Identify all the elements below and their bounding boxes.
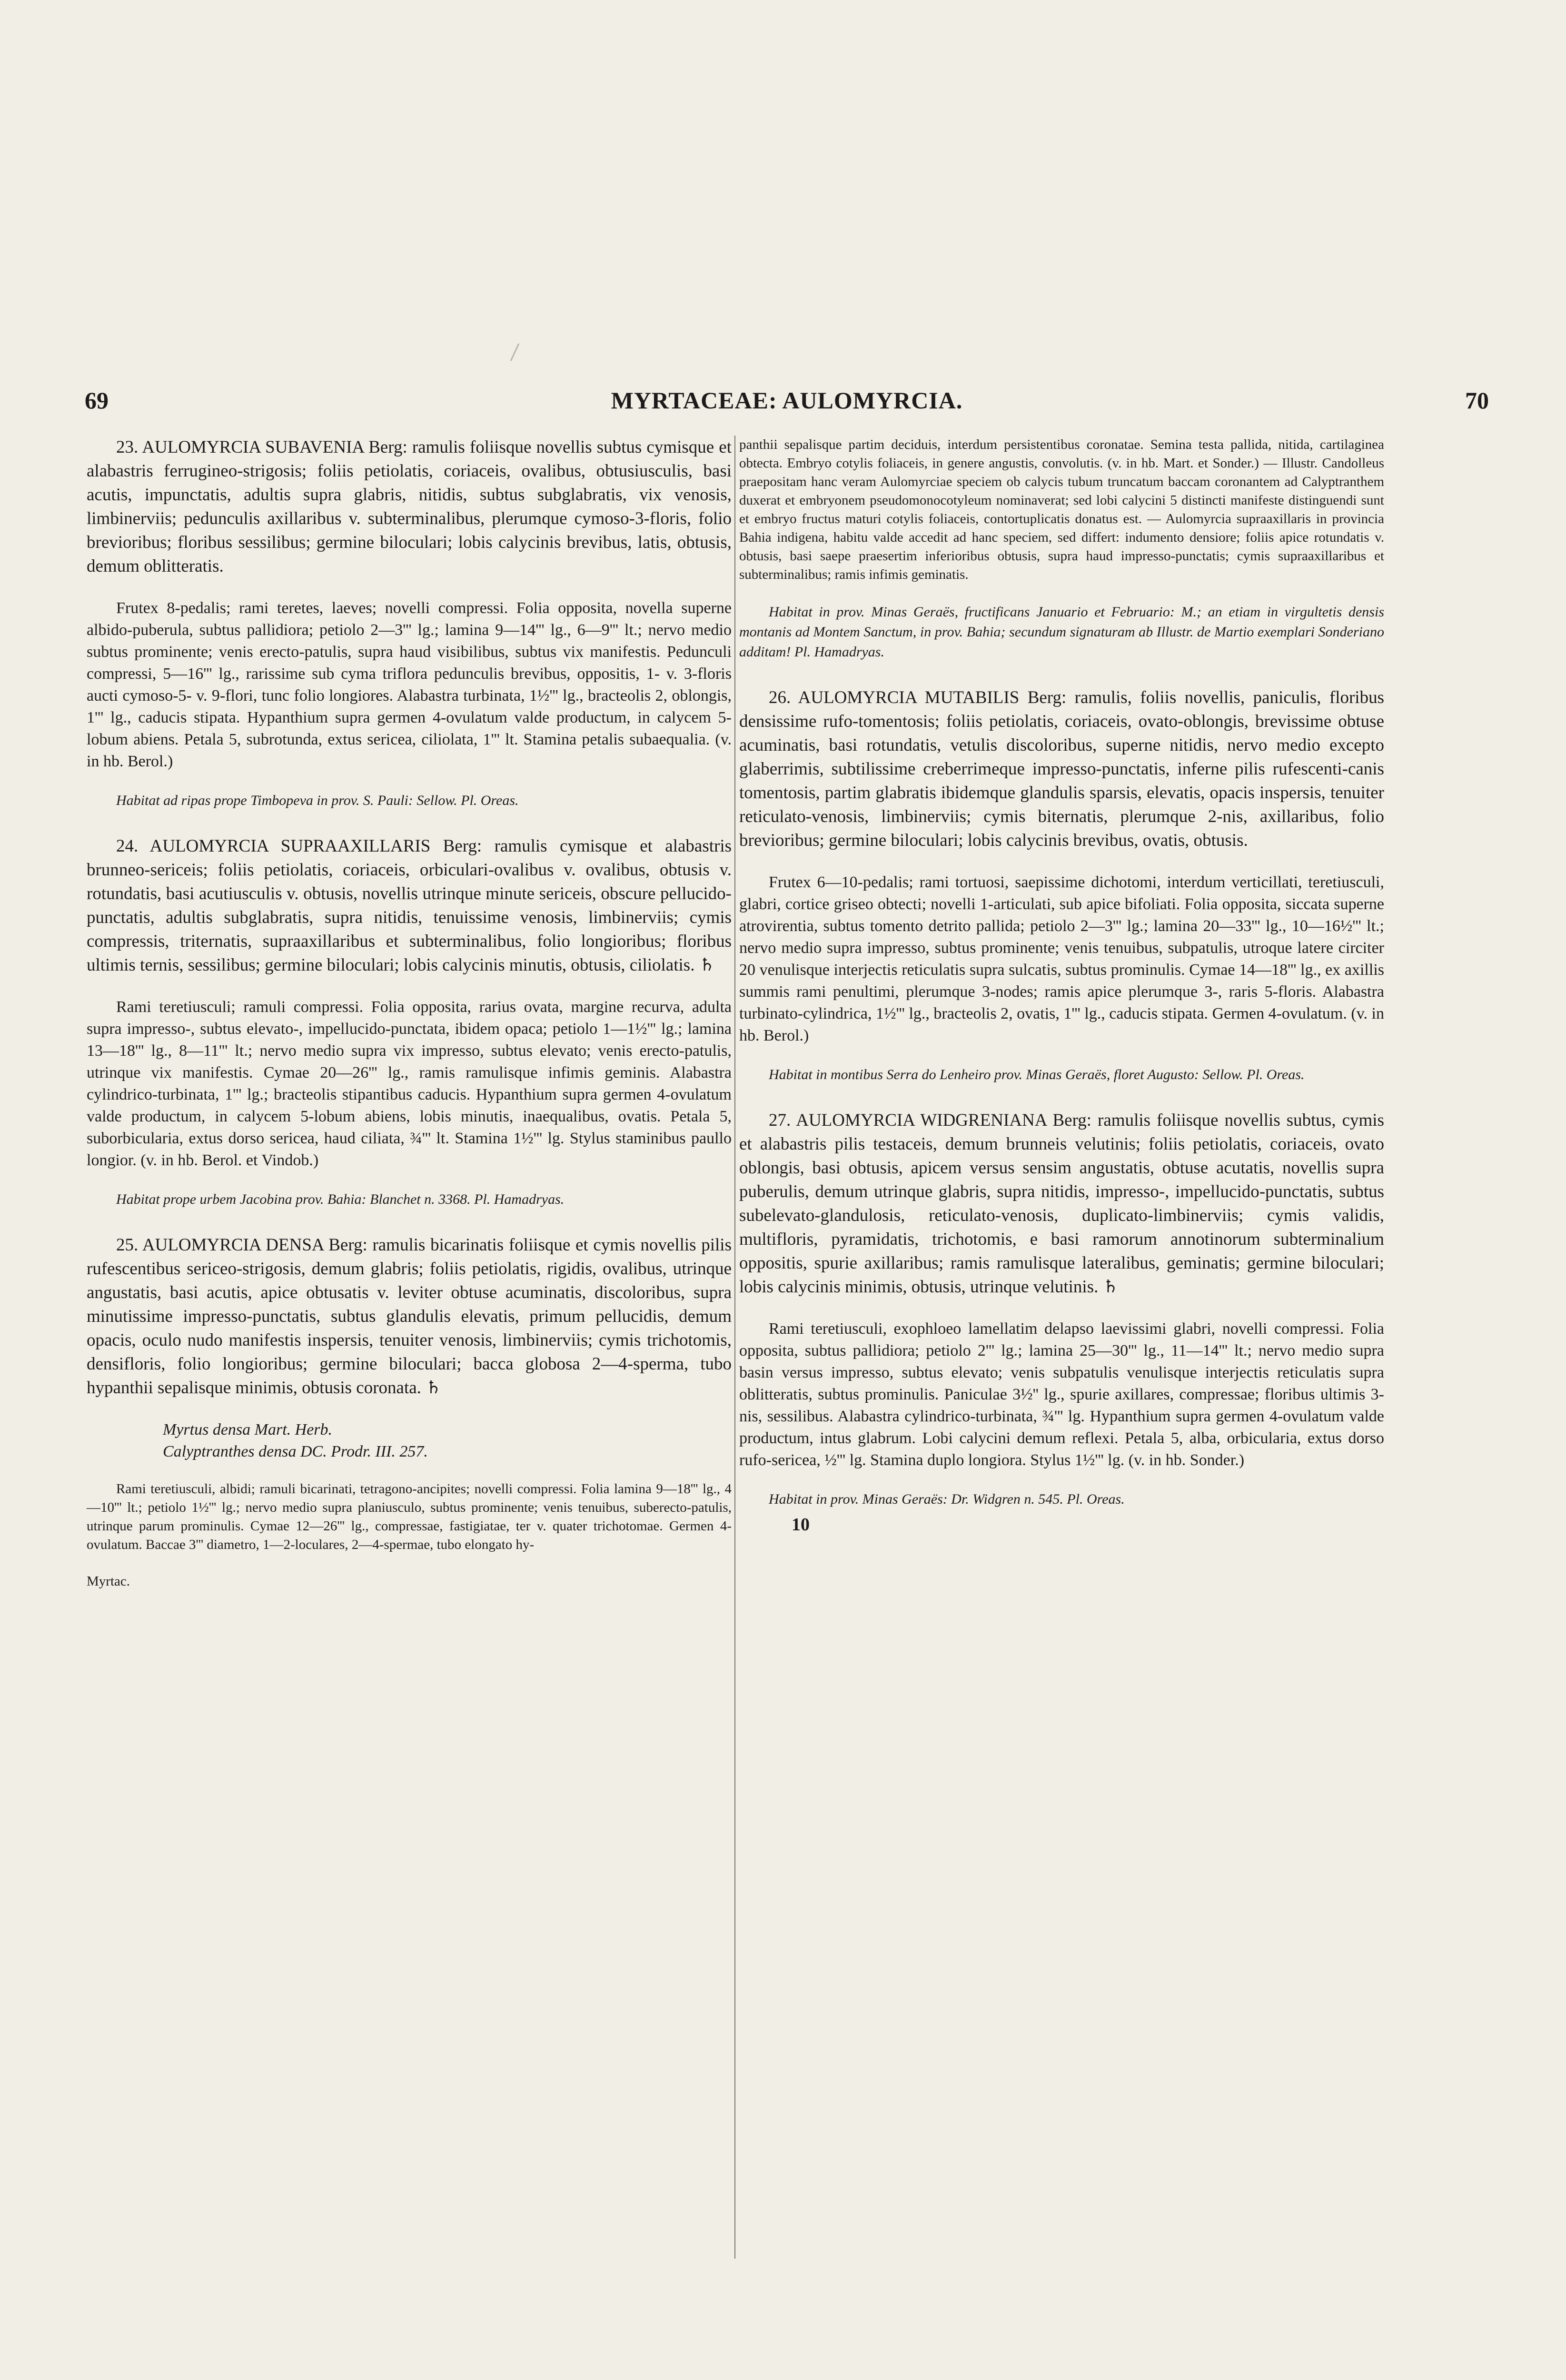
signature-number: 10 [792,1515,810,1535]
species-23-description: Frutex 8-pedalis; rami teretes, laeves; novelli compressi. Folia opposita, novella superne albido-puberula, subtus pallidiora; petiolo 2—3''' lg.; lamina 9—14''' lg., 6—9''' lt.; nervo medio subtus prominente; venis erecto-patulis, supra haud visibilibus, subtus vix manifestis. Pedunculi compressi, 5—16''' lg., rarissime sub cyma triflora pedunculis brevibus, oppositis, 1- v. 3-floris aucti cymoso-5- v. 9-flori, tunc folio longiores. Alabastra turbinata, 1½''' lg., bracteolis 2, oblongis, 1''' lg., caducis stipata. Hypanthium supra germen 4-ovulatum valde productum, in calycem 5-lobum abiens. Petala 5, subrotunda, extus sericea, ciliolata, 1''' lt. Stamina petalis subaequalia. (v. in hb. Berol.) [87,599,732,770]
signature-footer: Myrtac. [87,1574,130,1589]
species-24-description: Rami teretiusculi; ramuli compressi. Folia opposita, rarius ovata, margine recurva, adulta supra impresso-, subtus elevato-, impellucido-punctata, ibidem opaca; petiolo 1—1½''' lg.; lamina 13—18''' lg., 8—11''' lt.; nervo medio supra vix impresso, subtus elevato; venis erecto-patulis, utrinque vix manifestis. Cymae 20—26''' lg., ramis ramulisque infimis geminis. Alabastra cylindrico-turbinata, 1''' lg.; bracteolis stipantibus caducis. Hypanthium supra germen 4-ovulatum valde productum, in calycem 5-lobum abiens, lobis minutis, inaequalibus, ovatis. Petala 5, suborbicularia, extus dorso sericea, haud ciliata, ¾''' lt. Stamina 1½''' lg. Stylus staminibus paullo longior. (v. in hb. Berol. et Vindob.) [87,998,732,1169]
species-25-diagnosis: 25. AULOMYRCIA DENSA Berg: ramulis bicarinatis foliisque et cymis novellis pilis rufescentibus sericeo-strigosis, demum glabris; foliis petiolatis, rigidis, ovalibus, utrinque angustatis, basi acutis, apice obtusatis v. leviter obtuse acuminatis, discoloribus, supra minutissime impresso-punctatis, subtus glandulis elevatis, primum pellucidis, demum opacis, oculo nudo manifestis inspersis, tenuiter venosis, limbinerviis; cymis trichotomis, densifloris, folio longioribus; germine biloculari; bacca globosa 2—4-sperma, tubo hypanthii sepalisque minimis, obtusis coronata. ♄ [87,1235,732,1398]
species-25-synonym-1: Myrtus densa Mart. Herb. [163,1421,333,1438]
stray-mark [510,343,520,361]
species-27-description: Rami teretiusculi, exophloeo lamellatim delapso laevissimi glabri, novelli compressi. Folia opposita, subtus pallidiora; petiolo 2''' lg.; lamina 25—30''' lg., 11—14''' lt.; nervo medio supra basin versus impresso, subtus elevato; venis subpatulis venulisque interjectis reticulatis supra oblitteratis, subtus prominulis. Paniculae 3½'' lg., spurie axillares, compressae; floribus ultimis 3-nis, sessilibus. Alabastra cylindrico-turbinata, ¾''' lg. Hypanthium supra germen 4-ovulatum valde productum, intus glabrum. Lobi calycini demum reflexi. Petala 5, alba, orbicularia, extus dorso rufo-sericea, ½''' lg. Stamina duplo longiora. Stylus 1½''' lg. (v. in hb. Sonder.) [739,1320,1384,1469]
species-25-continuation: panthii sepalisque partim deciduis, interdum persistentibus coronatae. Semina testa pallida, nitida, cartilaginea obtecta. Embryo cotylis foliaceis, in genere angustis, convolutis. (v. in hb. Mart. et Sonder.) — Illustr. Candolleus praepositam hanc veram Aulomyrciae speciem ob calycis tubum truncatum baccam coronantem ad Calyptranthem duxerat et embryonem pseudomonocotyleum nominaverat; sed lobi calycini 5 distincti manifeste distinguendi sunt et embryo fructus maturi cotylis foliaceis, contortuplicatis donatus est. — Aulomyrcia supraaxillaris in provincia Bahia indigena, habitu valde accedit ad hanc speciem, sed differt: indumento densiore; foliis apice rotundatis v. obtusis, basi saepe praesertim inferioribus obtusis, supra haud impresso-punctatis; cymis supraaxillaribus et subterminalibus; ramis infimis geminatis. [739,437,1384,582]
species-24-diagnosis: 24. AULOMYRCIA SUPRAAXILLARIS Berg: ramulis cymisque et alabastris brunneo-sericeis; foliis petiolatis, coriaceis, orbiculari-ovalibus v. ovalibus, obtusis v. rotundatis, basi acutiusculis v. obtusis, novellis utrinque minute sericeis, obscure pellucido-punctatis, adultis subglabratis, supra nitidis, tenuissime venosis, limbinerviis; cymis compressis, triternatis, supraaxillaribus et subterminalibus, folio longioribus; floribus ultimis ternis, sessilibus; germine biloculari; lobis calycinis minutis, obtusis, ciliolatis. ♄ [87,836,732,975]
running-title: MYRTACEAE: AULOMYRCIA. [611,387,963,414]
species-25-synonym-2: Calyptranthes densa DC. Prodr. III. 257. [163,1443,428,1460]
species-27-diagnosis: 27. AULOMYRCIA WIDGRENIANA Berg: ramulis foliisque novellis subtus, cymis et alabastris pilis testaceis, demum brunneis velutinis; foliis petiolatis, coriaceis, ovato oblongis, basi obtusis, apicem versus sensim angustatis, obtuse acutatis, novellis supra puberulis, demum utrinque glabris, supra nitidis, impresso-, impellucido-punctatis, subtus subelevato-glandulosis, reticulato-venosis, duplicato-limbinerviis; cymis validis, multifloris, pyramidatis, trichotomis, e basi ramorum annotinorum subterminalium oppositis, spurie axillaribus; ramis ramulisque lateralibus, geminatis; germine biloculari; lobis calycinis minimis, obtusis, utrinque velutinis. ♄ [739,1111,1384,1297]
species-23-habitat: Habitat ad ripas prope Timbopeva in prov. S. Pauli: Sellow. Pl. Oreas. [116,793,519,808]
species-26-description: Frutex 6—10-pedalis; rami tortuosi, saepissime dichotomi, interdum verticillati, teretiusculi, glabri, cortice griseo obtecti; novelli 1-articulati, sub apice bifoliati. Folia opposita, siccata superne atrovirentia, subtus tomento detrito pallida; petiolo 2—3''' lg.; lamina 20—33''' lg., 10—16½''' lt.; nervo medio supra impresso, subtus prominente; venis tenuibus, subpatulis, utroque latere circiter 20 venulisque interjectis reticulatis supra sulcatis, subtus prominulis. Cymae 14—18''' lg., ex axillis summis rami penultimi, plerumque 3-nodes; ramis apice plerumque 3-, raris 5-floris. Alabastra turbinato-cylindrica, 1½''' lg., bracteolis 2, ovatis, 1''' lg., caducis stipata. Germen 4-ovulatum. (v. in hb. Berol.) [739,873,1384,1044]
page-number-left: 69 [85,387,109,414]
species-27-habitat: Habitat in prov. Minas Geraës: Dr. Widgren n. 545. Pl. Oreas. [769,1491,1125,1507]
species-25-description: Rami teretiusculi, albidi; ramuli bicarinati, tetragono-ancipites; novelli compressi. Folia lamina 9—18''' lg., 4—10''' lt.; petiolo 1½''' lg.; nervo medio supra planiusculo, subtus prominente; venis tenuibus, suberecto-patulis, utrinque parum prominulis. Cymae 12—26''' lg., compressae, fastigiatae, ter v. quater trichotomae. Germen 4-ovulatum. Baccae 3''' diametro, 1—2-loculares, 2—4-spermae, tubo elongato hy- [87,1481,732,1552]
species-26-diagnosis: 26. AULOMYRCIA MUTABILIS Berg: ramulis, foliis novellis, paniculis, floribus densissime rufo-tomentosis; foliis petiolatis, coriaceis, ovato-oblongis, brevissime obtuse acuminatis, basi rotundatis, vetulis discoloribus, superne nitidis, nervo medio excepto glaberrimis, subtilissime creberrimeque impresso-punctatis, inferne pilis rufescenti-canis tomentosis, partim glabratis ibidemque glandulis sparsis, elevatis, opacis inspersis, tenuiter reticulato-venosis, limbinerviis; cymis biternatis, plerumque 2-nis, axillaribus, folio brevioribus; germine biloculari; lobis calycinis brevibus, ovatis, obtusis. [739,688,1384,850]
left-column [87,436,732,1590]
column-rule [734,436,735,2259]
species-25-habitat: Habitat in prov. Minas Geraës, fructificans Januario et Februario: M.; an etiam in virgultetis densis montanis ad Montem Sanctum, in prov. Bahia; secundum signaturam ab Illustr. de Martio exemplari Sonderiano additam! Pl. Hamadryas. [739,604,1384,660]
page-number-right: 70 [1465,387,1489,414]
right-column [739,436,1384,1535]
species-23-diagnosis: 23. AULOMYRCIA SUBAVENIA Berg: ramulis foliisque novellis subtus cymisque et alabastris ferrugineo-strigosis; foliis petiolatis, coriaceis, ovalibus, obtusiusculis, basi acutis, impunctatis, adultis supra glabris, nitidis, subtus subglabratis, vix venosis, limbinerviis; pedunculis axillaribus v. subterminalibus, plerumque cymoso-3-floris, folio brevioribus; floribus sessilibus; germine biloculari; lobis calycinis brevibus, latis, obtusis, demum oblitteratis. [87,437,732,576]
species-26-habitat: Habitat in montibus Serra do Lenheiro prov. Minas Geraës, floret Augusto: Sellow. Pl. Oreas. [769,1067,1305,1082]
species-24-habitat: Habitat prope urbem Jacobina prov. Bahia: Blanchet n. 3368. Pl. Hamadryas. [116,1191,565,1207]
running-header [85,387,1489,420]
